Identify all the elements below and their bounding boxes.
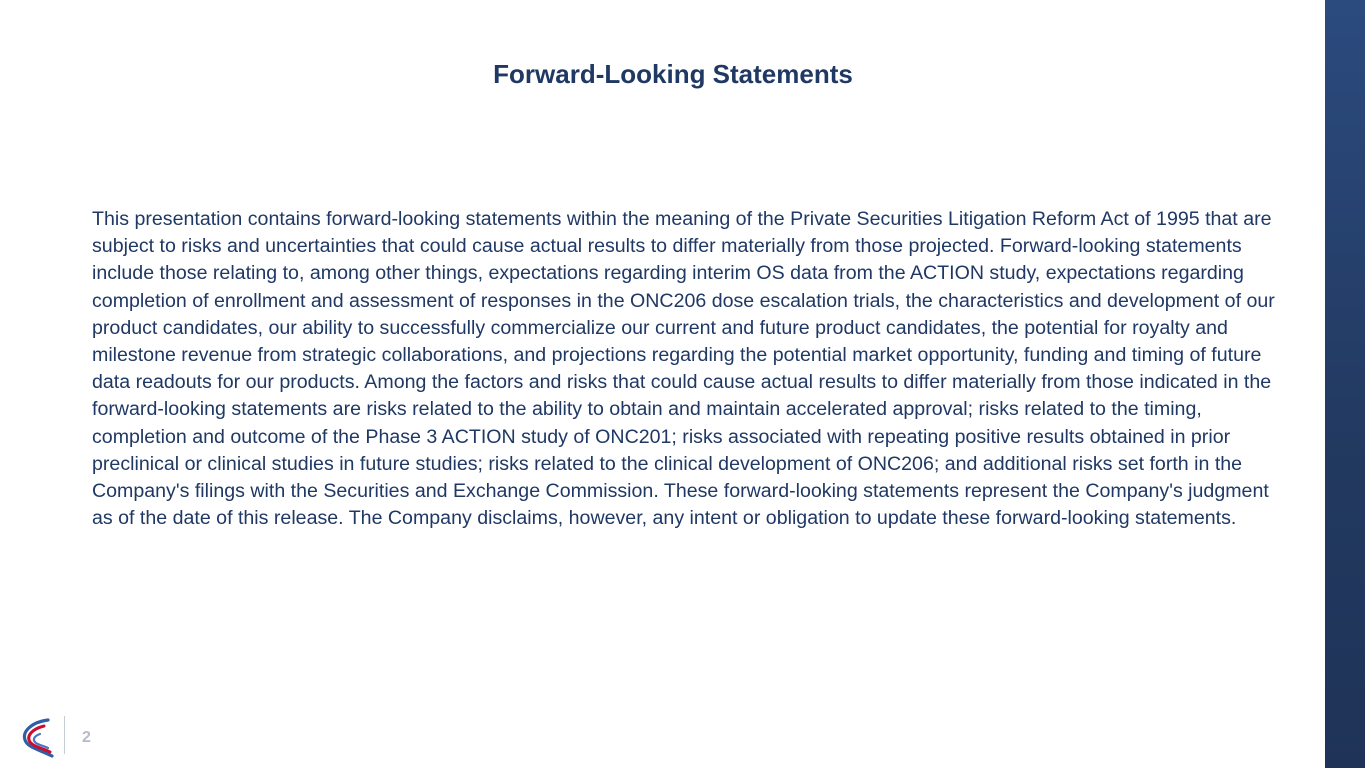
footer-divider	[64, 716, 65, 754]
company-swirl-logo-icon	[18, 716, 58, 758]
slide-title: Forward-Looking Statements	[493, 59, 853, 89]
page-number: 2	[82, 729, 91, 746]
side-accent-bar	[1325, 0, 1365, 768]
slide-body-text: This presentation contains forward-looking statements within the meaning of the Private Securities Litigation Reform Act of 1995 that are subject to risks and uncertainties that could cause actual results to differ materially from those projected. Forward-looking statements include those relating to, among other things, expectations regarding interim OS data from the ACTION study, expectations regarding completion of enrollment and assessment of responses in the ONC206 dose escalation trials, the characteristics and development of our product candidates, our ability to successfully commercialize our current and future product candidates, the potential for royalty and milestone revenue from strategic collaborations, and projections regarding the potential market opportunity, funding and timing of future data readouts for our products. Among the factors and risks that could cause actual results to differ materially from those indicated in the forward-looking statements are risks related to the ability to obtain and maintain accelerated approval; risks related to the timing, completion and outcome of the Phase 3 ACTION study of ONC201; risks associated with repeating positive results obtained in prior preclinical or clinical studies in future studies; risks related to the clinical development of ONC206; and additional risks set forth in the Company's filings with the Securities and Exchange Commission. These forward-looking statements represent the Company's judgment as of the date of this release. The Company disclaims, however, any intent or obligation to update these forward-looking statements.	[92, 208, 1275, 530]
